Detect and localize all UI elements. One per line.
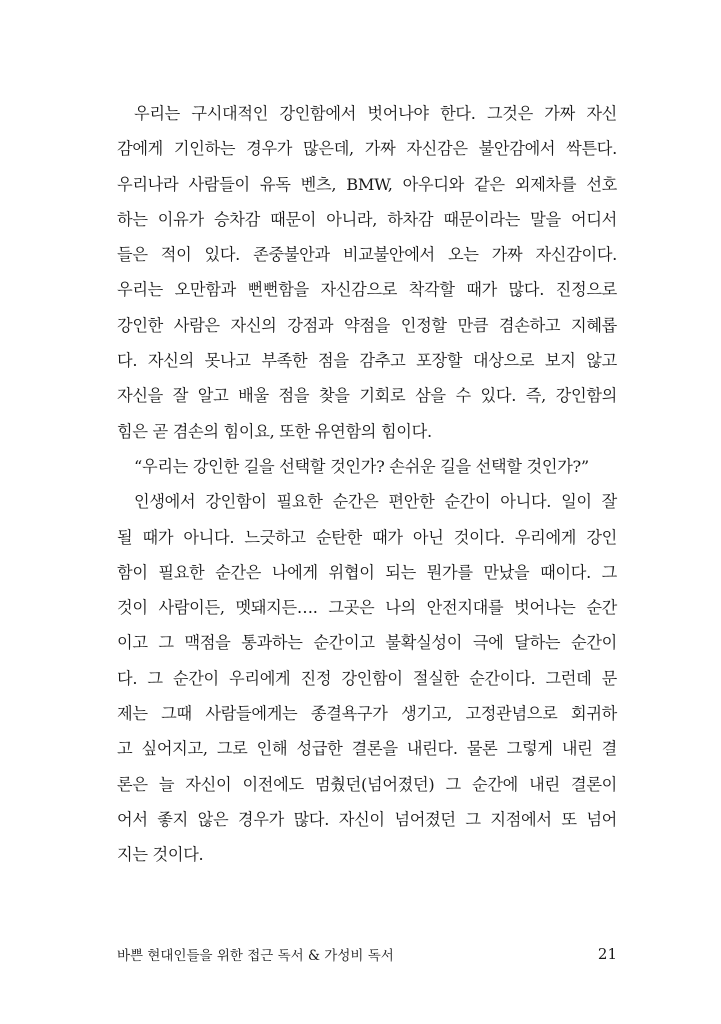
- text-line: 힘은 곧 겸손의 힘이요, 또한 유연함의 힘이다.: [117, 421, 432, 441]
- text-line: 강인한 사람은 자신의 강점과 약점을 인정할 만큼 겸손하고 지혜롭: [117, 315, 617, 335]
- text-line: 우리는 오만함과 뻔뻔함을 자신감으로 착각할 때가 많다. 진정으로: [117, 280, 617, 300]
- text-line: 될 때가 아니다. 느긋하고 순탄한 때가 아닌 것이다. 우리에게 강인: [117, 527, 617, 547]
- text-line: 감에게 기인하는 경우가 많은데, 가짜 자신감은 불안감에서 싹튼다.: [117, 139, 617, 159]
- text-line: 하는 이유가 승차감 때문이 아니라, 하차감 때문이라는 말을 어디서: [117, 209, 617, 229]
- text-line: 제는 그때 사람들에게는 종결욕구가 생기고, 고정관념으로 회귀하: [117, 704, 617, 724]
- text-line: 다. 자신의 못나고 부족한 점을 감추고 포장할 대상으로 보지 않고: [117, 351, 617, 371]
- text-line: 다. 그 순간이 우리에게 진정 강인함이 절실한 순간이다. 그런데 문: [117, 668, 617, 688]
- text-line: 함이 필요한 순간은 나에게 위협이 되는 뭔가를 만났을 때이다. 그: [117, 562, 617, 582]
- text-line: 이고 그 맥점을 통과하는 순간이고 불확실성이 극에 달하는 순간이: [117, 633, 617, 653]
- running-footer-title: 바쁜 현대인들을 위한 접근 독서 & 가성비 독서: [117, 948, 394, 964]
- text-line: 것이 사람이든, 멧돼지든…. 그곳은 나의 안전지대를 벗어나는 순간: [117, 598, 617, 618]
- text-line: 들은 적이 있다. 존중불안과 비교불안에서 오는 가짜 자신감이다.: [117, 245, 617, 265]
- quote-line: “우리는 강인한 길을 선택할 것인가? 손쉬운 길을 선택할 것인가?”: [134, 456, 589, 476]
- text-line: 고 싶어지고, 그로 인해 성급한 결론을 내린다. 물론 그렇게 내린 결: [117, 739, 617, 759]
- text-line: 자신을 잘 알고 배울 점을 찾을 기회로 삼을 수 있다. 즉, 강인함의: [117, 386, 617, 406]
- text-line: 지는 것이다.: [117, 845, 204, 865]
- page-number: 21: [597, 945, 617, 963]
- text-line: 우리나라 사람들이 유독 벤츠, BMW, 아우디와 같은 외제차를 선호: [117, 174, 617, 194]
- text-line: 우리는 구시대적인 강인함에서 벗어나야 한다. 그것은 가짜 자신: [134, 104, 617, 123]
- text-line: 론은 늘 자신이 이전에도 멈췄던(넘어졌던) 그 순간에 내린 결론이: [117, 774, 617, 794]
- text-line: 어서 좋지 않은 경우가 많다. 자신이 넘어졌던 그 지점에서 또 넘어: [117, 809, 617, 829]
- text-line: 인생에서 강인함이 필요한 순간은 편안한 순간이 아니다. 일이 잘: [134, 492, 617, 512]
- body-text: [117, 96, 617, 873]
